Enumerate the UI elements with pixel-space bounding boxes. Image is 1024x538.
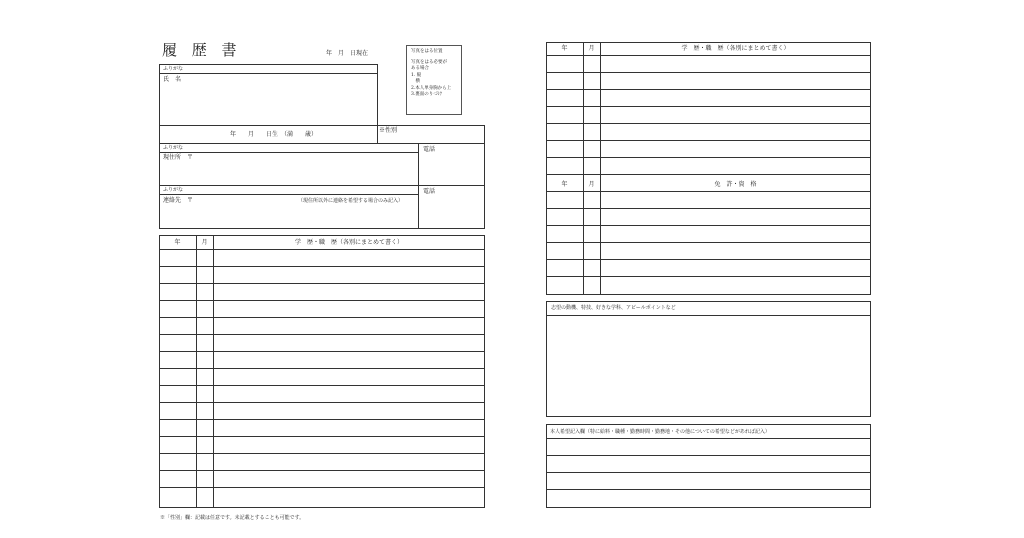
contact-phone-label: 電話 <box>423 188 436 195</box>
table-row-line <box>546 276 871 277</box>
history-table-right <box>546 42 871 295</box>
motivation-box[interactable] <box>546 301 871 417</box>
table-row-line <box>159 334 485 335</box>
table-row-line <box>546 242 871 243</box>
address-furigana-divider <box>159 152 418 153</box>
preferences-row-line <box>546 489 871 490</box>
contact-label: 連絡先 〒 <box>163 197 194 204</box>
name-furigana-label: ふりがな <box>163 66 184 72</box>
table-row-line <box>546 174 871 175</box>
furigana-divider <box>159 73 378 74</box>
document-title: 履 歴 書 <box>162 41 242 59</box>
photo-line: 2.本人単身胸から上 <box>411 85 452 91</box>
photo-line: 横 <box>411 79 420 84</box>
photo-heading: 写真をはる位置 <box>411 49 443 54</box>
table-row-line <box>159 300 485 301</box>
year-column-divider <box>196 235 197 508</box>
preferences-row-line <box>546 438 871 439</box>
table-row-line <box>159 453 485 454</box>
photo-line: 3.裏面のりづけ <box>411 92 443 97</box>
photo-line: 写真をはる必要が <box>411 59 447 65</box>
table-row-line <box>159 402 485 403</box>
address-phone-divider <box>418 143 419 186</box>
photo-line: 1. 縦 <box>411 72 422 78</box>
address-phone-label: 電話 <box>423 146 436 153</box>
table-row-line <box>159 436 485 437</box>
table-row-line <box>159 266 485 267</box>
table-row-line <box>546 208 871 209</box>
month-column-divider <box>213 235 214 508</box>
history-month-header: 月 <box>201 239 208 246</box>
history-table-left <box>159 235 485 508</box>
right-history-year-header: 年 <box>561 45 568 52</box>
table-row-line <box>159 351 485 352</box>
contact-furigana-divider <box>159 194 418 195</box>
preferences-row-line <box>546 455 871 456</box>
gender-label: ※性別 <box>379 127 398 134</box>
preferences-label: 本人希望記入欄（特に給料・職種・勤務時間・勤務地・その他についての希望などがあれば記入） <box>550 429 770 435</box>
table-row-line <box>546 157 871 158</box>
history-title-header: 学 歴・職 歴（各別にまとめて書く） <box>294 239 403 246</box>
table-row-line <box>159 470 485 471</box>
table-row-line <box>546 191 871 192</box>
table-row-line <box>546 259 871 260</box>
contact-box[interactable] <box>159 185 485 229</box>
table-row-line <box>546 89 871 90</box>
table-row-line <box>159 249 485 250</box>
birth-label: 年 月 日生 （満 歳） <box>230 131 318 138</box>
contact-note: （現住所以外に連絡を希望する場合のみ記入） <box>298 198 404 204</box>
address-box[interactable] <box>159 143 485 186</box>
photo-line: ある場合 <box>411 66 429 71</box>
contact-phone-divider <box>418 185 419 229</box>
table-row-line <box>159 283 485 284</box>
address-furigana-label: ふりがな <box>163 145 184 151</box>
license-month-header: 月 <box>588 181 595 188</box>
right-history-title-header: 学 歴・職 歴（各別にまとめて書く） <box>681 45 790 52</box>
name-label: 氏 名 <box>163 76 182 83</box>
table-row-line <box>159 368 485 369</box>
preferences-box[interactable] <box>546 424 871 508</box>
history-year-header: 年 <box>174 239 181 246</box>
right-year-column-divider <box>583 42 584 295</box>
table-row-line <box>546 225 871 226</box>
license-title-header: 免 許・資 格 <box>714 181 757 188</box>
table-row-line <box>546 106 871 107</box>
photo-placeholder <box>406 45 462 115</box>
table-row-line <box>159 317 485 318</box>
table-row-line <box>546 55 871 56</box>
table-row-line <box>546 123 871 124</box>
gender-divider <box>377 125 378 144</box>
table-row-line <box>159 385 485 386</box>
date-current-label: 年 月 日現在 <box>326 50 369 57</box>
table-row-line <box>159 419 485 420</box>
contact-furigana-label: ふりがな <box>163 187 184 193</box>
right-history-month-header: 月 <box>588 45 595 52</box>
motivation-label: 志望の動機、特技、好きな学科、アピールポイントなど <box>551 305 676 311</box>
table-row-line <box>546 140 871 141</box>
table-row-line <box>546 72 871 73</box>
preferences-row-line <box>546 472 871 473</box>
current-address-label: 現住所 〒 <box>163 154 194 161</box>
birth-row[interactable] <box>159 125 485 144</box>
table-row-line <box>159 487 485 488</box>
motivation-divider <box>546 315 871 316</box>
footnote: ※「性別」欄：記載は任意です。未記載とすることも可能です。 <box>160 515 305 521</box>
license-year-header: 年 <box>561 181 568 188</box>
right-month-column-divider <box>600 42 601 295</box>
